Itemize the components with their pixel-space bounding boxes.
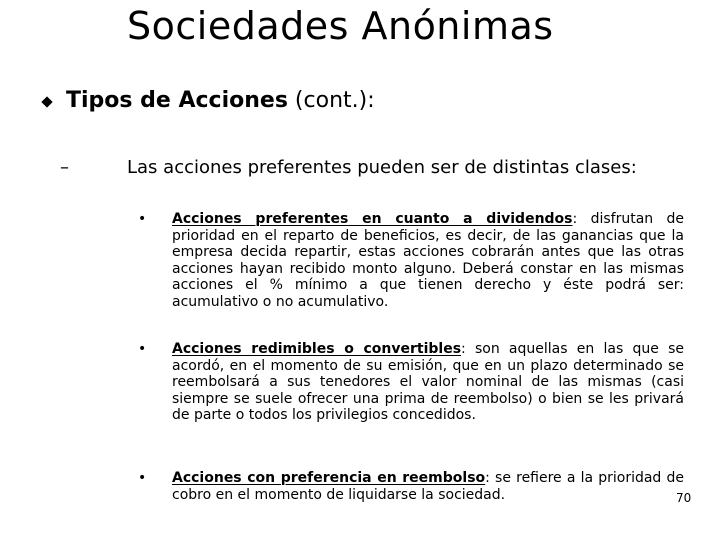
list-item-description: : son aquellas en las que se acordó, en el momento de su emisión, que en un plazo determinado se reembolsará a sus tenedores el valor nominal de las mismas (casi siempre se suele ofrecer una prima de reembolso) o bien se les privará de parte o todos los privilegios concedidos. — [172, 341, 684, 424]
list-item-body — [172, 341, 684, 424]
subpoint-text: Las acciones preferentes pueden ser de distintas clases: — [127, 157, 637, 178]
list-item-term: Acciones con preferencia en reembolso — [172, 470, 486, 486]
list-item-description: : se refiere a la prioridad de cobro en el momento de liquidarse la sociedad. — [172, 470, 684, 503]
list-item-body — [172, 470, 684, 503]
bullet-dot-icon: • — [138, 211, 147, 227]
heading-label: Tipos de Acciones — [66, 88, 288, 113]
bullet-dot-icon: • — [138, 341, 147, 357]
list-item-term: Acciones redimibles o convertibles — [172, 341, 462, 357]
list-item-description: : disfrutan de prioridad en el reparto de beneficios, es decir, de las ganancias que la empresa decida repartir, estas acciones cobrarán antes que las otras acciones hayan recibido monto alguno. Deberá constar en las mismas acciones el % mínimo a que tienen derecho y éste podrá ser: acumulativo o no acumulativo. — [172, 211, 685, 310]
diamond-bullet-icon — [41, 96, 52, 107]
slide-title: Sociedades Anónimas — [127, 4, 554, 48]
bullet-dot-icon: • — [138, 470, 147, 486]
dash-marker: – — [60, 157, 69, 178]
list-item-body — [172, 211, 684, 311]
heading-suffix: (cont.): — [287, 88, 375, 113]
page-number: 70 — [676, 491, 692, 505]
list-item-term: Acciones preferentes en cuanto a dividendos — [172, 211, 573, 227]
heading-text — [66, 88, 375, 113]
